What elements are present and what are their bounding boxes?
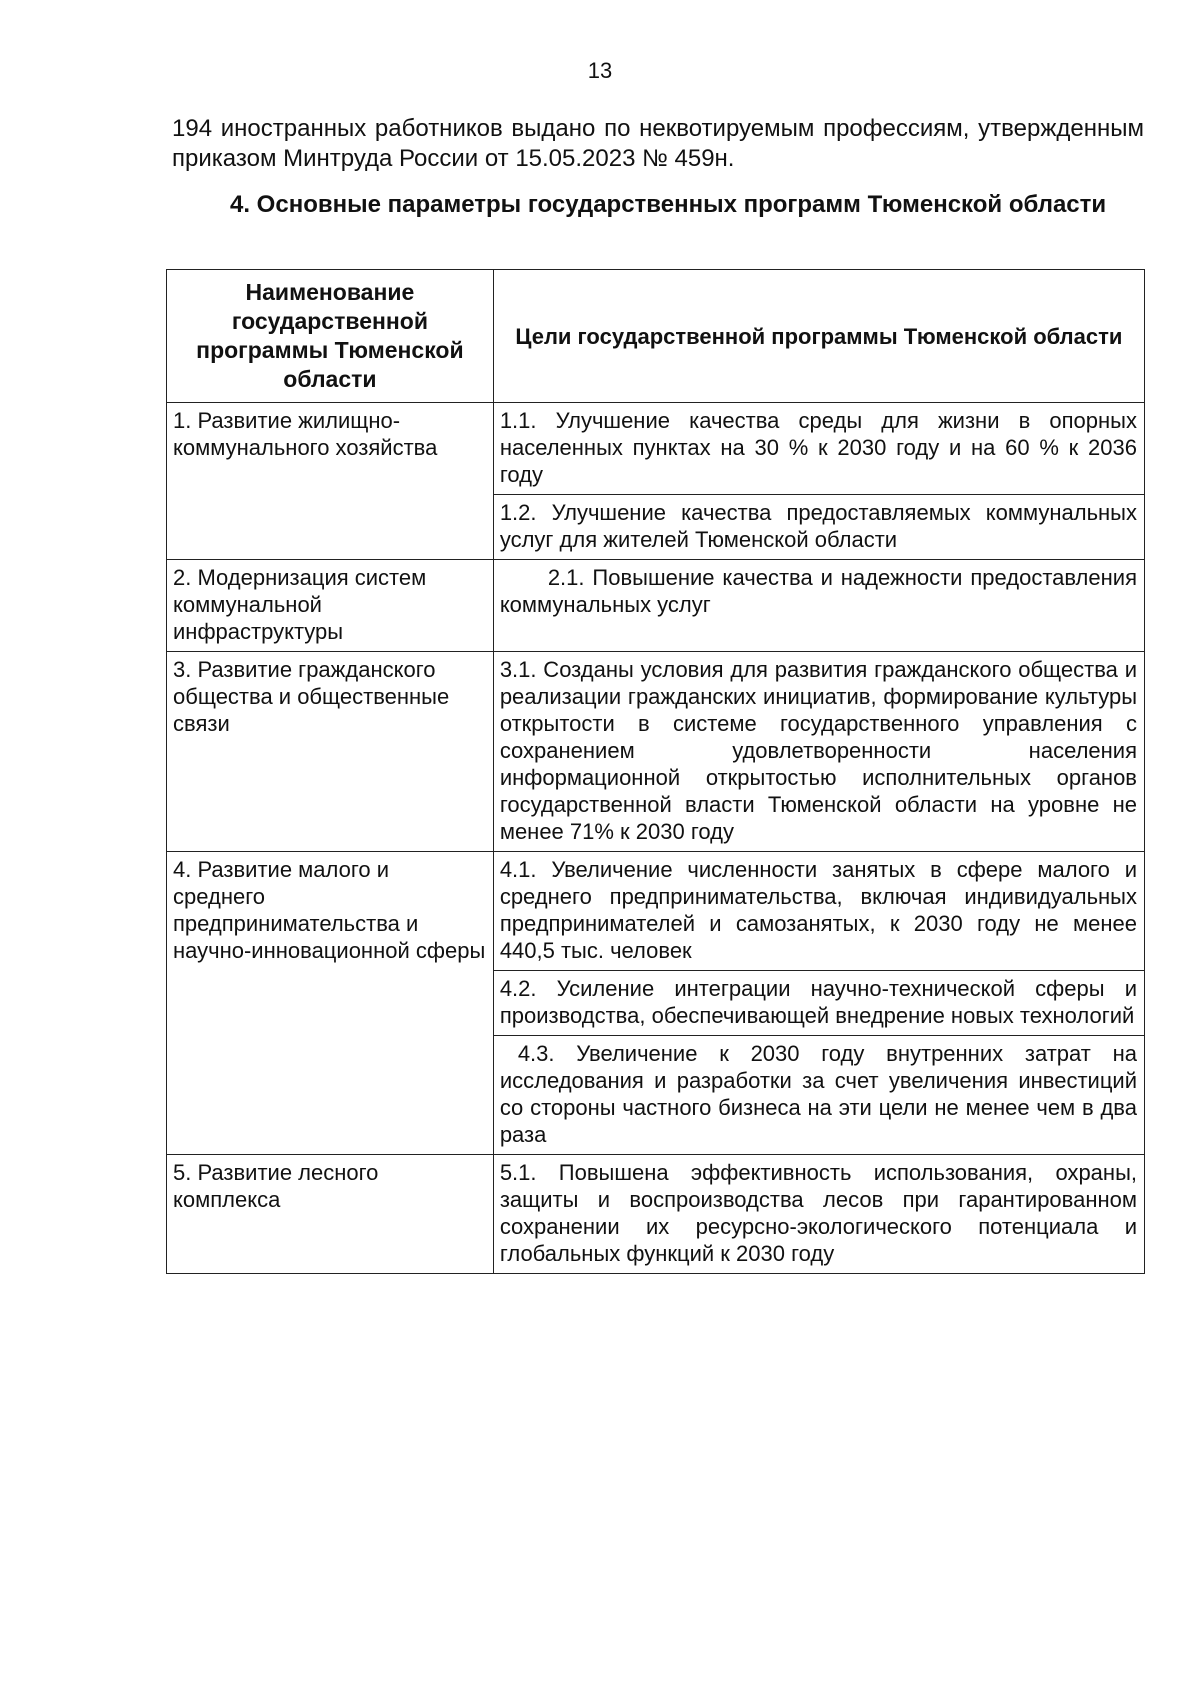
- table-row: [167, 1155, 1145, 1274]
- table-header-row: [167, 270, 1145, 403]
- section-heading: 4. Основные параметры государственных программ Тюменской области: [230, 191, 1107, 218]
- table-row: [167, 652, 1145, 852]
- goal-cell: 3.1. Созданы условия для развития гражданского общества и реализации гражданских инициатив, формирование культуры открытости в системе государственного управления с сохранением удовлетворенности населения информационной открытостью исполнительных органов государственной власти Тюменской области на уровне не менее 71% к 2030 году: [493, 652, 1144, 852]
- table-row: [167, 560, 1145, 652]
- page-number: 13: [587, 58, 613, 83]
- goal-cell: 1.1. Улучшение качества среды для жизни в опорных населенных пунктах на 30 % к 2030 году и на 60 % к 2036 году: [493, 403, 1144, 495]
- table-row: [167, 403, 1145, 495]
- goal-cell: 4.3. Увеличение к 2030 году внутренних затрат на исследования и разработки за счет увеличения инвестиций со стороны частного бизнеса на эти цели не менее чем в два раза: [493, 1036, 1144, 1155]
- program-name-cell: 5. Развитие лесного комплекса: [167, 1155, 494, 1274]
- programs-table: [166, 269, 1145, 1274]
- goal-cell: 2.1. Повышение качества и надежности предоставления коммунальных услуг: [493, 560, 1144, 652]
- program-name-cell: 2. Модернизация систем коммунальной инфраструктуры: [167, 560, 494, 652]
- program-name-cell: 1. Развитие жилищно-коммунального хозяйства: [167, 403, 494, 560]
- program-name-cell: 3. Развитие гражданского общества и общественные связи: [167, 652, 494, 852]
- program-name-cell: 4. Развитие малого и среднего предпринимательства и научно-инновационной сферы: [167, 852, 494, 1155]
- goal-cell: 4.1. Увеличение численности занятых в сфере малого и среднего предпринимательства, включая индивидуальных предпринимателей и самозанятых, к 2030 году не менее 440,5 тыс. человек: [493, 852, 1144, 971]
- goal-cell: 4.2. Усиление интеграции научно-технической сферы и производства, обеспечивающей внедрение новых технологий: [493, 971, 1144, 1036]
- header-program-goals: Цели государственной программы Тюменской области: [493, 270, 1144, 403]
- goal-cell: 5.1. Повышена эффективность использования, охраны, защиты и воспроизводства лесов при гарантированном сохранении их ресурсно-экологического потенциала и глобальных функций к 2030 году: [493, 1155, 1144, 1274]
- goal-cell: 1.2. Улучшение качества предоставляемых коммунальных услуг для жителей Тюменской области: [493, 495, 1144, 560]
- intro-paragraph: 194 иностранных работников выдано по неквотируемым профессиям, утвержденным приказом Минтруда России от 15.05.2023 № 459н.: [172, 115, 1144, 172]
- header-program-name: Наименование государственной программы Тюменской области: [167, 270, 494, 403]
- table-row: [167, 852, 1145, 971]
